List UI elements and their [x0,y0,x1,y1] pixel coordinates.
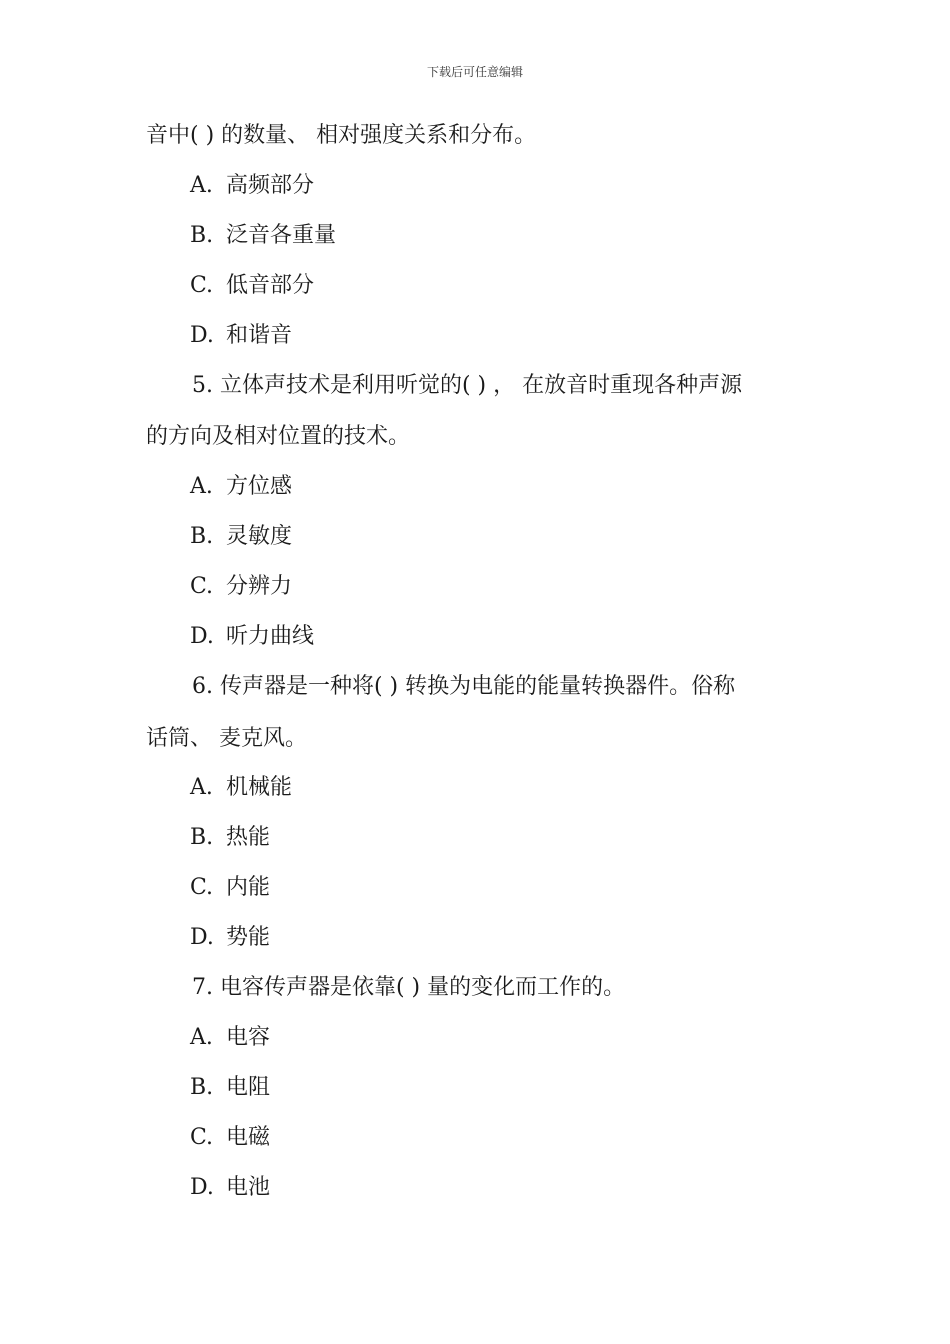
option-letter: C. [190,1125,214,1150]
option-text: 电容 [226,1025,271,1050]
option-letter: D. [190,1175,214,1200]
option-letter: A. [190,474,213,499]
question-6-text: 6. 传声器是一种将( ) 转换为电能的能量转换器件。俗称 [192,674,736,699]
question-5-text-continued: 的方向及相对位置的技术。 [146,424,411,449]
question-4-option-b [190,221,336,251]
option-letter: C. [190,574,214,599]
question-4-tail: 音中( ) 的数量、 相对强度关系和分布。 [146,123,537,148]
option-letter: B. [190,825,214,850]
option-text: 热能 [226,825,271,850]
option-letter: B. [190,524,214,549]
option-letter: B. [190,223,214,248]
question-5-option-c [190,572,292,602]
option-letter: A. [190,775,213,800]
question-4-option-c [190,271,314,301]
option-letter: D. [190,323,214,348]
question-4-option-d [190,321,292,351]
option-text: 电池 [226,1175,271,1200]
option-text: 机械能 [226,775,293,800]
option-text: 和谐音 [226,323,293,348]
option-text: 低音部分 [226,273,315,298]
question-6-text-continued: 话筒、 麦克风。 [146,726,307,751]
page-header: 下载后可任意编辑 [426,65,523,79]
question-6-option-a [190,773,292,803]
option-text: 势能 [226,925,271,950]
option-letter: C. [190,273,214,298]
option-text: 方位感 [226,474,293,499]
question-4-option-a [190,171,314,201]
question-5-text: 5. 立体声技术是利用听觉的( ) ， 在放音时重现各种声源 [192,373,743,398]
question-5-option-a [190,472,292,502]
option-text: 分辨力 [226,574,293,599]
question-5-option-b [190,522,292,552]
option-text: 内能 [226,875,271,900]
question-7-option-d [190,1173,270,1203]
option-text: 电阻 [226,1075,271,1100]
question-7-option-b [190,1073,270,1103]
question-6-option-d [190,923,270,953]
option-text: 听力曲线 [226,624,315,649]
question-5-option-d [190,622,314,652]
option-letter: B. [190,1075,214,1100]
question-7-option-c [190,1123,270,1153]
question-7-text: 7. 电容传声器是依靠( ) 量的变化而工作的。 [192,975,626,1000]
option-letter: A. [190,1025,213,1050]
option-letter: D. [190,624,214,649]
option-text: 高频部分 [226,173,315,198]
option-letter: D. [190,925,214,950]
question-6-option-b [190,823,270,853]
option-letter: C. [190,875,214,900]
option-text: 泛音各重量 [226,223,337,248]
option-text: 电磁 [226,1125,271,1150]
option-letter: A. [190,173,213,198]
option-text: 灵敏度 [226,524,293,549]
question-6-option-c [190,873,270,903]
question-7-option-a [190,1023,270,1053]
